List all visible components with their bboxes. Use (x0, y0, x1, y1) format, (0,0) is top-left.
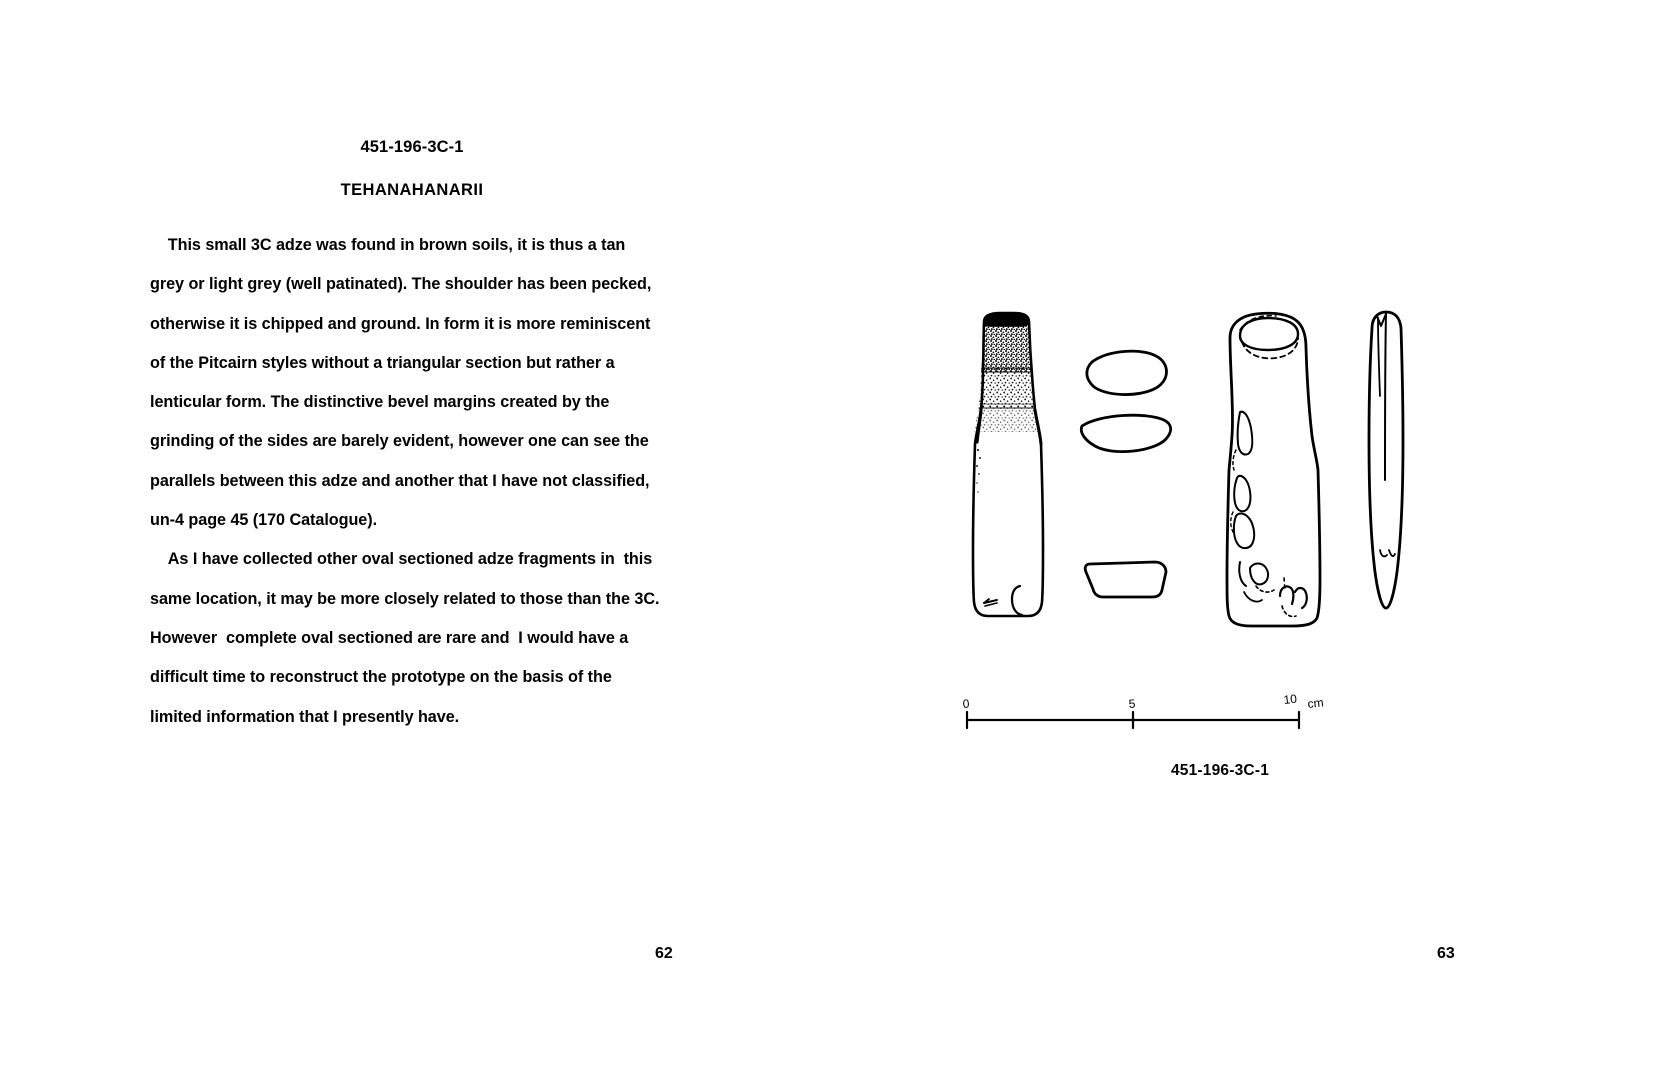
cross-section-lenticular (1081, 415, 1170, 451)
body-paragraph-1: This small 3C adze was found in brown soils, it is thus a tan grey or light grey (well patinated). The shoulder has been pecked, otherwise it is chipped and ground. In form it is more reminiscent of the Pitcairn styles without a triangular section but rather a lenticular form. The distinctive bevel margins created by the grinding of the sides are barely evident, however one can see the parallels between this adze and another that I have not classified, un-4 page 45 (170 Catalogue). (150, 236, 656, 530)
view-side-flake-scars (1227, 313, 1320, 626)
scale-tick-5: 5 (1128, 696, 1136, 711)
right-page (840, 0, 1680, 1080)
view-front-face (970, 312, 1046, 616)
adze-technical-drawing (940, 300, 1500, 770)
page-number-left: 62 (655, 945, 673, 962)
site-name-heading: TEHANAHANARII (340, 181, 484, 199)
scale-bar-labels (962, 692, 1324, 711)
text-column (150, 138, 664, 737)
catalog-number-heading: 451-196-3C-1 (360, 138, 464, 156)
scale-bar (967, 712, 1299, 728)
scale-unit-cm: cm (1306, 695, 1325, 711)
cross-section-oval (1087, 351, 1167, 394)
view-edge-profile (1369, 312, 1403, 608)
scale-tick-10: 10 (1282, 691, 1298, 707)
adze-figure (940, 300, 1500, 800)
scale-tick-0: 0 (962, 696, 970, 711)
body-paragraph-2: As I have collected other oval sectioned adze fragments in this same location, it may be more closely related to those than the 3C. However complete oval sectioned are rare and I would have a difficult time to reconstruct the prototype on the basis of the limited information that I presently have. (150, 550, 664, 726)
figure-caption: 451-196-3C-1 (1170, 762, 1270, 779)
cross-sections (1081, 351, 1170, 597)
cross-section-trapezoidal (1085, 562, 1166, 597)
page-number-right: 63 (1437, 945, 1455, 962)
